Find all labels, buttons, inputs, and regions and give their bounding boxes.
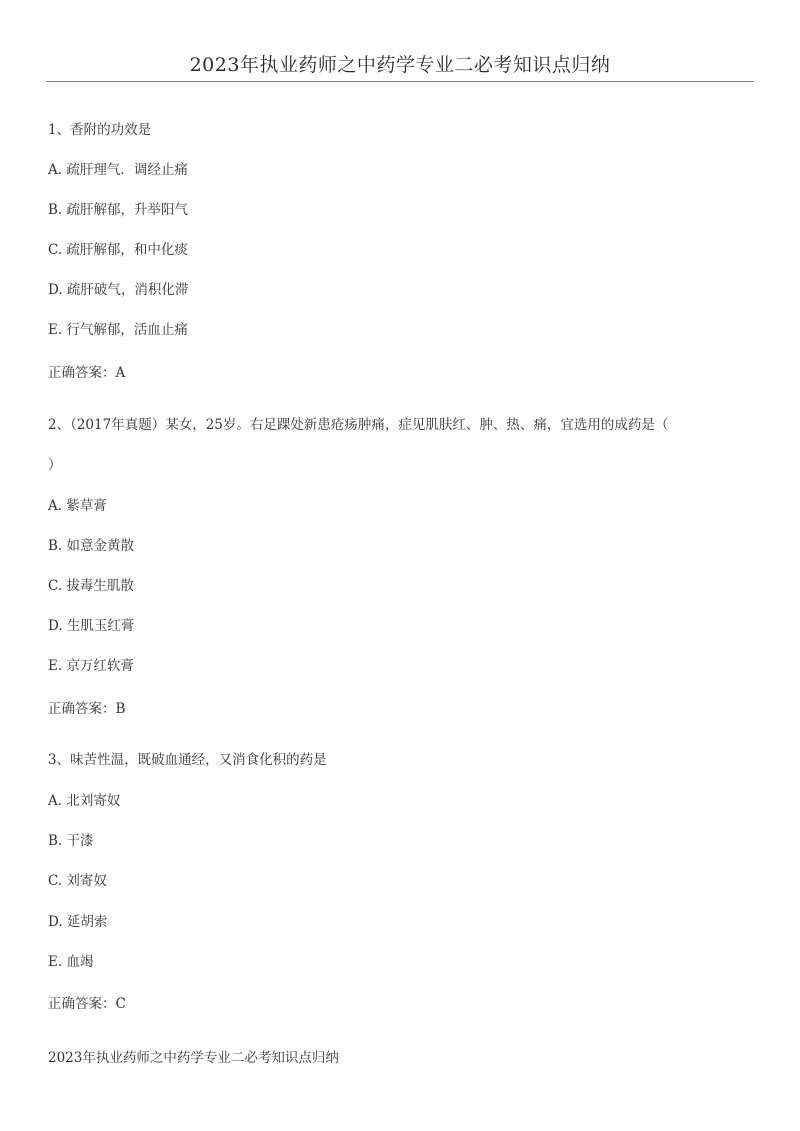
question-1-option-c: C. 疏肝解郁，和中化痰	[48, 242, 188, 258]
question-2-option-c: C. 拔毒生肌散	[48, 578, 134, 594]
question-3-option-b: B. 干漆	[48, 833, 94, 849]
question-3-option-c: C. 刘寄奴	[48, 873, 107, 889]
header-divider	[46, 81, 754, 82]
question-1-option-e: E. 行气解郁，活血止痛	[48, 322, 188, 338]
question-3-answer: 正确答案：C	[48, 996, 126, 1012]
question-2-answer: 正确答案：B	[48, 701, 126, 717]
question-2-option-b: B. 如意金黄散	[48, 538, 135, 554]
question-2-option-d: D. 生肌玉红膏	[48, 618, 135, 634]
question-3-option-e: E. 血竭	[48, 954, 94, 970]
question-1-option-a: A. 疏肝理气．调经止痛	[48, 162, 188, 178]
footer-title: 2023年执业药师之中药学专业二必考知识点归纳	[48, 1050, 339, 1066]
question-3-stem: 3、味苦性温，既破血通经，又消食化积的药是	[48, 752, 327, 768]
question-1-stem: 1、香附的功效是	[48, 122, 152, 138]
page-title: 2023年执业药师之中药学专业二必考知识点归纳	[189, 54, 611, 76]
question-2-option-a: A. 紫草膏	[48, 498, 107, 514]
question-3-option-d: D. 延胡索	[48, 914, 108, 930]
question-1-answer: 正确答案：A	[48, 365, 126, 381]
question-1-option-b: B. 疏肝解郁，升举阳气	[48, 202, 189, 218]
question-2-stem-continuation: ）	[48, 457, 62, 473]
question-1-option-d: D. 疏肝破气，消积化滞	[48, 282, 189, 298]
question-2-option-e: E. 京万红软膏	[48, 658, 134, 674]
question-2-stem: 2、（2017年真题）某女，25岁。右足踝处新患疮疡肿痛，症见肌肤红、肿、热、痛，宜选用的成药是（	[48, 417, 669, 433]
question-3-option-a: A. 北刘寄奴	[48, 793, 121, 809]
